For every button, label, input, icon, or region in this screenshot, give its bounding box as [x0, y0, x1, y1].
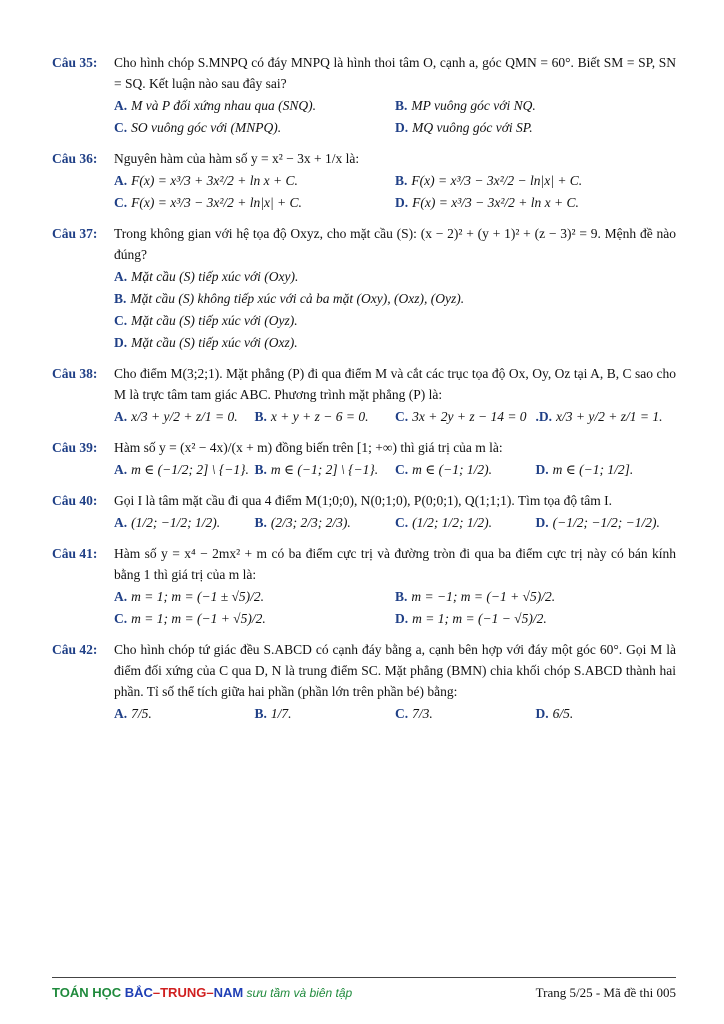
answer-options — [114, 405, 676, 427]
answer-option[interactable] — [395, 511, 536, 533]
question-label: Câu 35: — [52, 55, 98, 70]
option-letter: A. — [114, 514, 128, 530]
option-text: 7/3. — [412, 705, 433, 721]
option-letter: C. — [114, 119, 128, 135]
question-label: Câu 38: — [52, 366, 98, 381]
answer-option[interactable] — [395, 169, 676, 191]
question-38 — [52, 363, 676, 427]
question-label: Câu 40: — [52, 493, 98, 508]
answer-option[interactable] — [114, 405, 255, 427]
option-text: MP vuông góc với NQ. — [411, 97, 536, 113]
question-stem: Trong không gian với hệ tọa độ Oxyz, cho mặt cầu (S): (x − 2)² + (y + 1)² + (z − 3)² = 9. Mệnh đề nào đúng? — [114, 226, 676, 262]
option-letter: B. — [254, 461, 267, 477]
option-text: F(x) = x³/3 − 3x²/2 + ln x + C. — [412, 194, 579, 210]
question-label: Câu 36: — [52, 151, 98, 166]
option-letter: B. — [254, 514, 267, 530]
answer-option[interactable] — [395, 702, 536, 724]
option-letter: C. — [395, 705, 409, 721]
brand-part: sưu tầm và biên tập — [243, 986, 353, 1000]
option-text: (1/2; 1/2; 1/2). — [412, 514, 492, 530]
brand-part: NAM — [213, 985, 244, 1000]
option-letter: B. — [114, 290, 127, 306]
answer-option[interactable] — [114, 607, 395, 629]
option-letter: A. — [114, 172, 128, 188]
option-letter: A. — [114, 408, 128, 424]
answer-options — [114, 585, 676, 629]
option-text: MQ vuông góc với SP. — [412, 119, 533, 135]
option-text: 1/7. — [270, 705, 292, 721]
option-letter: D. — [535, 461, 549, 477]
answer-option[interactable] — [536, 511, 677, 533]
option-letter: B. — [254, 408, 267, 424]
answer-option[interactable] — [395, 405, 536, 427]
question-stem: Hàm số y = (x² − 4x)/(x + m) đồng biến trên [1; +∞) thì giá trị của m là: — [114, 440, 503, 455]
answer-option[interactable] — [536, 405, 677, 427]
footer-brand — [52, 985, 352, 1000]
question-label: Câu 37: — [52, 226, 98, 241]
question-label: Câu 42: — [52, 642, 98, 657]
option-text: Mặt cầu (S) tiếp xúc với (Oyz). — [131, 312, 298, 328]
question-42 — [52, 639, 676, 724]
option-text: m ∈ (−1; 1/2). — [412, 461, 492, 477]
option-text: m ∈ (−1/2; 2] \ {−1}. — [131, 461, 249, 477]
option-text: 3x + 2y + z − 14 = 0 — [412, 408, 527, 424]
option-letter: D. — [114, 334, 128, 350]
option-letter: C. — [395, 461, 409, 477]
question-stem: Cho hình chóp S.MNPQ có đáy MNPQ là hình thoi tâm O, cạnh a, góc QMN = 60°. Biết SM = SP, SN = SQ. Kết luận nào sau đây sai? — [114, 55, 676, 91]
answer-option[interactable] — [114, 702, 255, 724]
option-letter: C. — [114, 194, 128, 210]
option-letter: B. — [254, 705, 267, 721]
option-text: m ∈ (−1; 2] \ {−1}. — [270, 461, 379, 477]
answer-options — [114, 265, 676, 353]
answer-option[interactable] — [114, 458, 255, 480]
answer-option[interactable] — [536, 458, 677, 480]
question-stem: Cho hình chóp tứ giác đều S.ABCD có cạnh đáy bằng a, cạnh bên hợp với đáy một góc 60°. Gọi M là điểm đối xứng của C qua D, N là trung điểm SC. Mặt phẳng (BMN) chia khối chóp S.ABCD thành hai phần. Tỉ số thể tích giữa hai phần (phần lớn trên phần bé) bằng: — [114, 642, 676, 699]
answer-options — [114, 511, 676, 533]
answer-option[interactable] — [255, 702, 396, 724]
answer-option[interactable] — [114, 191, 395, 213]
answer-option[interactable] — [114, 265, 676, 287]
answer-options — [114, 94, 676, 138]
option-text: (2/3; 2/3; 2/3). — [270, 514, 351, 530]
question-stem: Gọi I là tâm mặt cầu đi qua 4 điểm M(1;0;0), N(0;1;0), P(0;0;1), Q(1;1;1). Tìm tọa độ tâm I. — [114, 493, 613, 508]
option-letter: C. — [395, 408, 409, 424]
page-number: Trang 5/25 - Mã đề thi 005 — [535, 985, 676, 1000]
option-letter: A. — [114, 705, 128, 721]
option-text: F(x) = x³/3 − 3x²/2 + ln|x| + C. — [131, 194, 302, 210]
answer-option[interactable] — [114, 585, 395, 607]
option-letter: A. — [114, 588, 128, 604]
option-letter: .D. — [535, 408, 552, 424]
option-text: m = 1; m = (−1 − √5)/2. — [412, 610, 547, 626]
brand-part: BẮC — [124, 985, 153, 1000]
option-letter: C. — [114, 312, 128, 328]
answer-option[interactable] — [114, 309, 676, 331]
option-text: m ∈ (−1; 1/2]. — [552, 461, 634, 477]
answer-option[interactable] — [255, 405, 396, 427]
option-text: F(x) = x³/3 − 3x²/2 − ln|x| + C. — [411, 172, 583, 188]
option-letter: D. — [535, 514, 549, 530]
question-37 — [52, 223, 676, 353]
brand-part: TOÁN HỌC — [52, 985, 125, 1000]
answer-option[interactable] — [114, 511, 255, 533]
option-text: Mặt cầu (S) tiếp xúc với (Oxz). — [131, 334, 298, 350]
answer-option[interactable] — [114, 116, 395, 138]
option-text: x + y + z − 6 = 0. — [270, 408, 369, 424]
answer-option[interactable] — [395, 116, 676, 138]
answer-option[interactable] — [255, 458, 396, 480]
option-letter: D. — [395, 119, 409, 135]
option-text: x/3 + y/2 + z/1 = 0. — [131, 408, 238, 424]
option-text: (1/2; −1/2; 1/2). — [131, 514, 221, 530]
exam-page — [52, 52, 676, 724]
answer-options — [114, 169, 676, 213]
option-text: F(x) = x³/3 + 3x²/2 + ln x + C. — [131, 172, 298, 188]
option-letter: C. — [114, 610, 128, 626]
page-footer — [52, 977, 676, 1000]
question-label: Câu 39: — [52, 440, 98, 455]
option-letter: C. — [395, 514, 409, 530]
option-letter: D. — [395, 610, 409, 626]
option-text: (−1/2; −1/2; −1/2). — [552, 514, 660, 530]
question-36 — [52, 148, 676, 213]
answer-option[interactable] — [395, 94, 676, 116]
answer-option[interactable] — [114, 287, 676, 309]
answer-option[interactable] — [395, 607, 676, 629]
option-text: SO vuông góc với (MNPQ). — [131, 119, 282, 135]
option-letter: A. — [114, 268, 128, 284]
answer-option[interactable] — [395, 191, 676, 213]
option-letter: A. — [114, 97, 128, 113]
option-text: 7/5. — [131, 705, 152, 721]
answer-option[interactable] — [114, 331, 676, 353]
answer-option[interactable] — [536, 702, 677, 724]
option-letter: A. — [114, 461, 128, 477]
answer-option[interactable] — [395, 458, 536, 480]
question-39 — [52, 437, 676, 480]
answer-option[interactable] — [395, 585, 676, 607]
question-35 — [52, 52, 676, 138]
answer-option[interactable] — [114, 94, 395, 116]
question-label: Câu 41: — [52, 546, 98, 561]
answer-options — [114, 458, 676, 480]
question-40 — [52, 490, 676, 533]
option-letter: D. — [535, 705, 549, 721]
option-letter: D. — [395, 194, 409, 210]
option-text: M và P đối xứng nhau qua (SNQ). — [131, 97, 316, 113]
question-stem: Hàm số y = x⁴ − 2mx² + m có ba điểm cực trị và đường tròn đi qua ba điểm cực trị này có bán kính bằng 1 thì giá trị của m là: — [114, 546, 676, 582]
brand-part: –TRUNG– — [152, 985, 214, 1000]
option-text: m = −1; m = (−1 + √5)/2. — [411, 588, 556, 604]
question-stem: Cho điểm M(3;2;1). Mặt phẳng (P) đi qua điểm M và cắt các trục tọa độ Ox, Oy, Oz tại A, B, C sao cho M là trực tâm tam giác ABC. Phương trình mặt phẳng (P) là: — [114, 366, 676, 402]
option-letter: B. — [395, 172, 408, 188]
question-stem: Nguyên hàm của hàm số y = x² − 3x + 1/x là: — [114, 151, 360, 166]
option-text: Mặt cầu (S) không tiếp xúc với cả ba mặt (Oxy), (Oxz), (Oyz). — [130, 290, 465, 306]
question-41 — [52, 543, 676, 629]
option-letter: B. — [395, 588, 408, 604]
option-text: m = 1; m = (−1 + √5)/2. — [131, 610, 266, 626]
answer-options — [114, 702, 676, 724]
answer-option[interactable] — [114, 169, 395, 191]
option-letter: B. — [395, 97, 408, 113]
option-text: x/3 + y/2 + z/1 = 1. — [556, 408, 663, 424]
option-text: Mặt cầu (S) tiếp xúc với (Oxy). — [131, 268, 299, 284]
answer-option[interactable] — [255, 511, 396, 533]
option-text: m = 1; m = (−1 ± √5)/2. — [131, 588, 265, 604]
option-text: 6/5. — [552, 705, 574, 721]
